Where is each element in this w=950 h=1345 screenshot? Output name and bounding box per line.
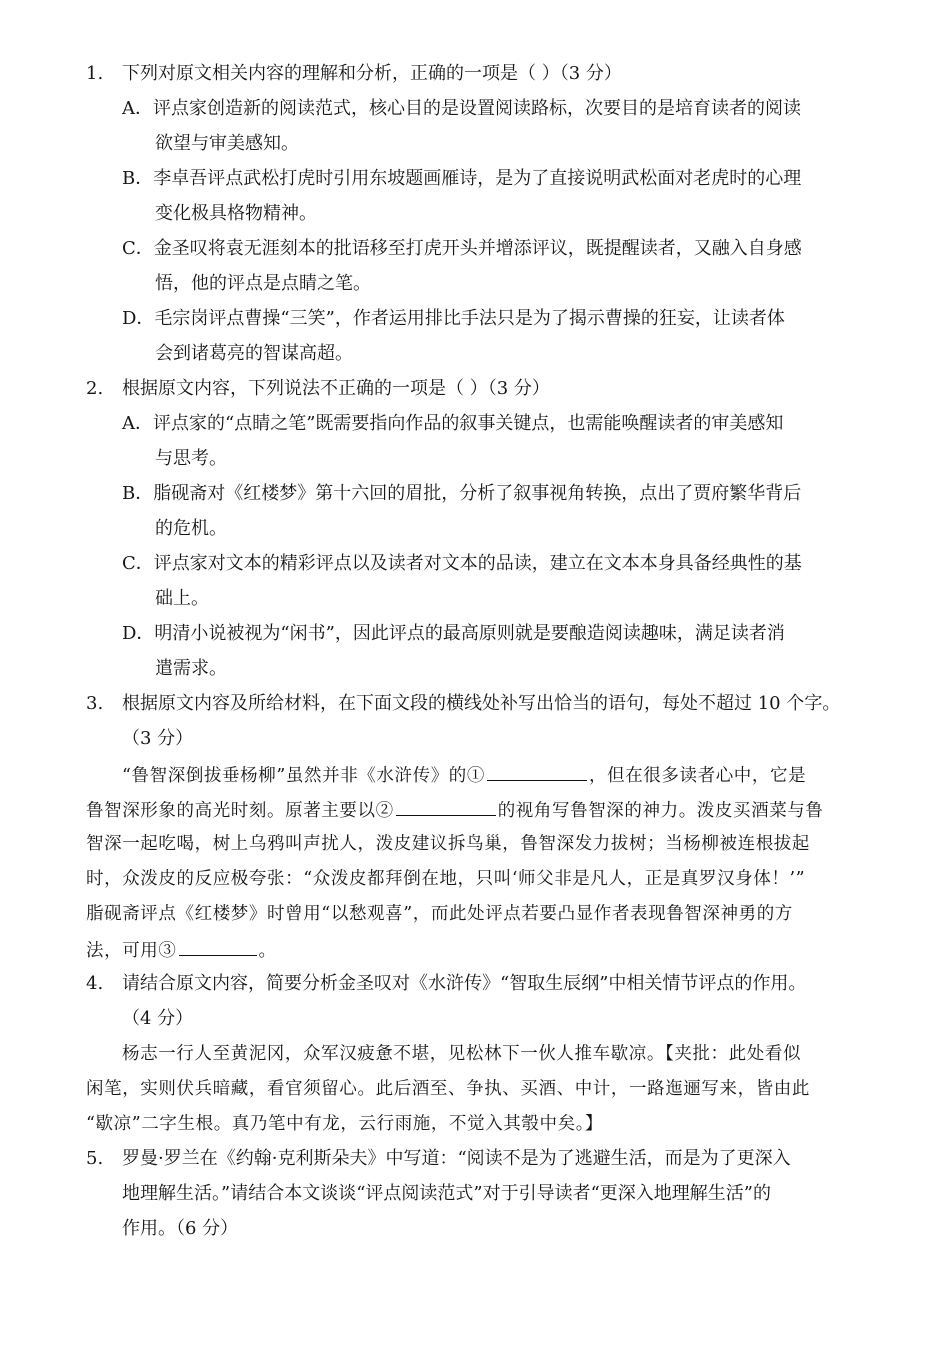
question-number: 4.: [86, 973, 104, 994]
question-3-score: （3 分）: [122, 728, 194, 749]
question-4-material-line-3: “歇凉”二字生根。真乃笔中有龙，云行雨施，不觉入其彀中矣。】: [86, 1114, 604, 1134]
question-4-score: （4 分）: [122, 1008, 194, 1029]
question-1-option-c: C．金圣叹将袁无涯刻本的批语移至打虎开头并增添评议，既提醒读者，又融入自身感: [122, 238, 802, 259]
question-3-material-line-5: 脂砚斋评点《红楼梦》时曾用“以愁观喜”，而此处评点若要凸显作者表现鲁智深神勇的方: [86, 904, 793, 924]
question-2-option-c: C．评点家对文本的精彩评点以及读者对文本的品读，建立在文本本身具备经典性的基: [122, 553, 802, 574]
answer-blank-1[interactable]: [487, 762, 587, 781]
question-4-material-line-1: 杨志一行人至黄泥冈，众军汉疲惫不堪，见松林下一伙人推车歇凉。【夹批：此处看似: [122, 1044, 802, 1064]
question-1-option-c-cont: 悟，他的评点是点睛之笔。: [155, 273, 371, 294]
question-5-stem-cont-1: 地理解生活。”请结合本文谈谈“评点阅读范式”对于引导读者“更深入地理解生活”的: [122, 1183, 772, 1204]
question-2-option-b-cont: 的危机。: [155, 518, 227, 539]
question-2-option-d-cont: 遣需求。: [155, 658, 227, 679]
question-number: 1.: [86, 63, 104, 84]
question-1-option-b: B．李卓吾评点武松打虎时引用东坡题画雁诗，是为了直接说明武松面对老虎时的心理: [122, 168, 802, 189]
question-4-material-line-2: 闲笔，实则伏兵暗藏，看官须留心。此后酒至、争执、买酒、中计，一路迤逦写来，皆由此: [86, 1079, 810, 1099]
question-5-stem-cont-2: 作用。（6 分）: [122, 1218, 239, 1239]
question-2-option-a-cont: 与思考。: [155, 448, 227, 469]
question-3-material-line-2: 鲁智深形象的高光时刻。原著主要以② 的视角写鲁智深的神力。泼皮买酒菜与鲁: [86, 797, 886, 823]
question-3-stem: 3. 根据原文内容及所给材料，在下面文段的横线处补写出恰当的语句，每处不超过 10 个字。: [86, 693, 841, 714]
question-5-stem: 5. 罗曼·罗兰在《约翰·克利斯朵夫》中写道：“阅读不是为了逃避生活，而是为了更深入: [86, 1148, 791, 1169]
question-2-option-a: A．评点家的“点睛之笔”既需要指向作品的叙事关键点，也需能唤醒读者的审美感知: [122, 413, 784, 434]
question-3-material-line-4: 时，众泼皮的反应极夸张：“众泼皮都拜倒在地，只叫‘师父非是凡人，正是真罗汉身体！’”: [86, 869, 806, 889]
question-3-material-line-6: 法，可用③ 。: [86, 937, 886, 963]
question-1-stem: 1. 下列对原文相关内容的理解和分析，正确的一项是（ ）（3 分）: [86, 63, 622, 84]
question-3-material-line-1: “鲁智深倒拔垂杨柳”虽然并非《水浒传》的① ，但在很多读者心中，它是: [122, 762, 922, 788]
question-2-stem: 2. 根据原文内容，下列说法不正确的一项是（ ）（3 分）: [86, 378, 550, 399]
question-2-option-d: D．明清小说被视为“闲书”，因此评点的最高原则就是要酿造阅读趣味，满足读者消: [122, 623, 785, 644]
question-number: 5.: [86, 1148, 104, 1169]
question-1-option-a: A．评点家创造新的阅读范式，核心目的是设置阅读路标，次要目的是培育读者的阅读: [122, 98, 801, 119]
question-3-material-line-3: 智深一起吃喝，树上乌鸦叫声扰人，泼皮建议拆鸟巢，鲁智深发力拔树；当杨柳被连根拔起: [86, 834, 810, 854]
answer-blank-2[interactable]: [396, 797, 496, 816]
answer-blank-3[interactable]: [179, 937, 257, 956]
question-2-option-c-cont: 础上。: [155, 588, 209, 609]
question-2-option-b: B．脂砚斋对《红楼梦》第十六回的眉批，分析了叙事视角转换，点出了贾府繁华背后: [122, 483, 802, 504]
question-4-stem: 4. 请结合原文内容，简要分析金圣叹对《水浒传》“智取生辰纲”中相关情节评点的作用。: [86, 973, 807, 994]
question-1-option-d-cont: 会到诸葛亮的智谋高超。: [155, 343, 353, 364]
question-number: 2.: [86, 378, 104, 399]
question-1-option-a-cont: 欲望与审美感知。: [155, 133, 299, 154]
question-1-option-b-cont: 变化极具格物精神。: [155, 203, 317, 224]
question-1-option-d: D．毛宗岗评点曹操“三笑”，作者运用排比手法只是为了揭示曹操的狂妄，让读者体: [122, 308, 785, 329]
question-number: 3.: [86, 693, 104, 714]
